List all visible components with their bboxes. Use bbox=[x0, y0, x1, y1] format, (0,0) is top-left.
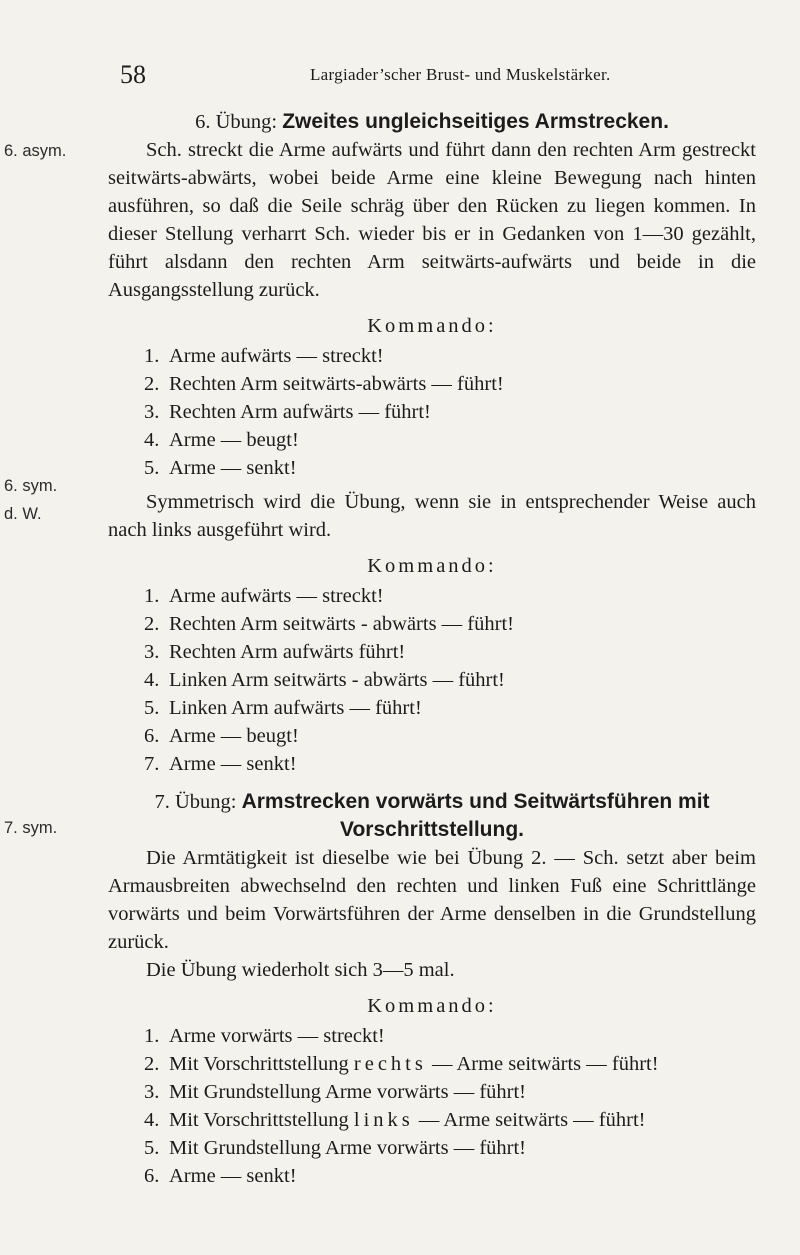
kommando-label: Kommando: bbox=[367, 315, 497, 337]
exercise-7-repetition: Die Übung wiederholt sich 3—5 mal. bbox=[146, 959, 455, 981]
margin-note-dw: d. W. bbox=[4, 505, 42, 523]
exercise-7-title-line1: Armstrecken vorwärts und Seitwärtsführen mit bbox=[241, 790, 710, 813]
command-item: 4. Mit Vorschrittstellung links — Arme seitwärts — führt! bbox=[144, 1109, 646, 1131]
command-item: 4. Arme — beugt! bbox=[144, 429, 299, 451]
exercise-7-title-line2: Vorschrittstellung. bbox=[340, 818, 524, 841]
command-item: 7. Arme — senkt! bbox=[144, 753, 297, 775]
command-list-6 bbox=[108, 342, 756, 482]
command-item: 2. Mit Vorschrittstellung rechts — Arme seitwärts — führt! bbox=[144, 1053, 659, 1075]
margin-note-6-sym: 6. sym. bbox=[4, 477, 58, 495]
exercise-6-title: Zweites ungleichseitiges Armstrecken. bbox=[282, 110, 669, 133]
exercise-7-description: Die Armtätigkeit ist dieselbe wie bei Übung 2. — Sch. setzt aber beim Armausbreiten abwechselnd den rechten und linken Fuß eine Schrittlänge vorwärts und beim Vorwärtsführen der Arme denselben in die Grundstellung zurück. bbox=[108, 847, 756, 953]
command-item: 5. Arme — senkt! bbox=[144, 457, 297, 479]
command-item: 5. Linken Arm aufwärts — führt! bbox=[144, 697, 422, 719]
command-list-6-sym bbox=[108, 582, 756, 778]
command-item: 6. Arme — beugt! bbox=[144, 725, 299, 747]
command-item: 3. Rechten Arm aufwärts — führt! bbox=[144, 401, 431, 423]
command-item: 3. Mit Grundstellung Arme vorwärts — führt! bbox=[144, 1081, 526, 1103]
margin-note-7-sym: 7. sym. bbox=[4, 819, 58, 837]
kommando-label: Kommando: bbox=[367, 555, 497, 577]
kommando-label: Kommando: bbox=[367, 995, 497, 1017]
exercise-6-symmetric-note: Symmetrisch wird die Übung, wenn sie in entsprechender Weise auch nach links ausgeführt wird. bbox=[108, 491, 756, 541]
page-body bbox=[108, 108, 756, 1196]
command-item: 4. Linken Arm seitwärts - abwärts — führt! bbox=[144, 669, 505, 691]
page-header bbox=[120, 60, 760, 90]
emphasis-rechts: rechts bbox=[353, 1053, 427, 1075]
exercise-7-number: 7. Übung: bbox=[154, 791, 237, 813]
command-item: 3. Rechten Arm aufwärts führt! bbox=[144, 641, 406, 663]
command-item: 5. Mit Grundstellung Arme vorwärts — führt! bbox=[144, 1137, 526, 1159]
exercise-6-description: Sch. streckt die Arme aufwärts und führt dann den rechten Arm gestreckt seitwärts-abwärts, wobei beide Arme eine kleine Bewegung nach hinten ausführen, so daß die Seile schräg über den Rücken zu liegen kommen. In dieser Stellung verharrt Sch. wieder bis er in Gedanken von 1—30 gezählt, führt alsdann den rechten Arm seitwärts-aufwärts und beide in die Ausgangsstellung zurück. bbox=[108, 139, 756, 301]
exercise-6-heading bbox=[108, 108, 756, 136]
exercise-6-number: 6. Übung: bbox=[195, 111, 278, 133]
command-item: 2. Rechten Arm seitwärts - abwärts — führt! bbox=[144, 613, 514, 635]
command-item: 1. Arme aufwärts — streckt! bbox=[144, 345, 384, 367]
running-head: Largiader’scher Brust- und Muskelstärker. bbox=[310, 65, 611, 84]
command-item: 6. Arme — senkt! bbox=[144, 1165, 297, 1187]
page-number: 58 bbox=[120, 60, 146, 89]
margin-note-6-asym: 6. asym. bbox=[4, 142, 67, 160]
exercise-7-heading bbox=[108, 788, 756, 844]
command-item: 1. Arme vorwärts — streckt! bbox=[144, 1025, 385, 1047]
emphasis-links: links bbox=[353, 1109, 414, 1131]
command-item: 2. Rechten Arm seitwärts-abwärts — führt! bbox=[144, 373, 504, 395]
command-item: 1. Arme aufwärts — streckt! bbox=[144, 585, 384, 607]
command-list-7 bbox=[108, 1022, 756, 1190]
